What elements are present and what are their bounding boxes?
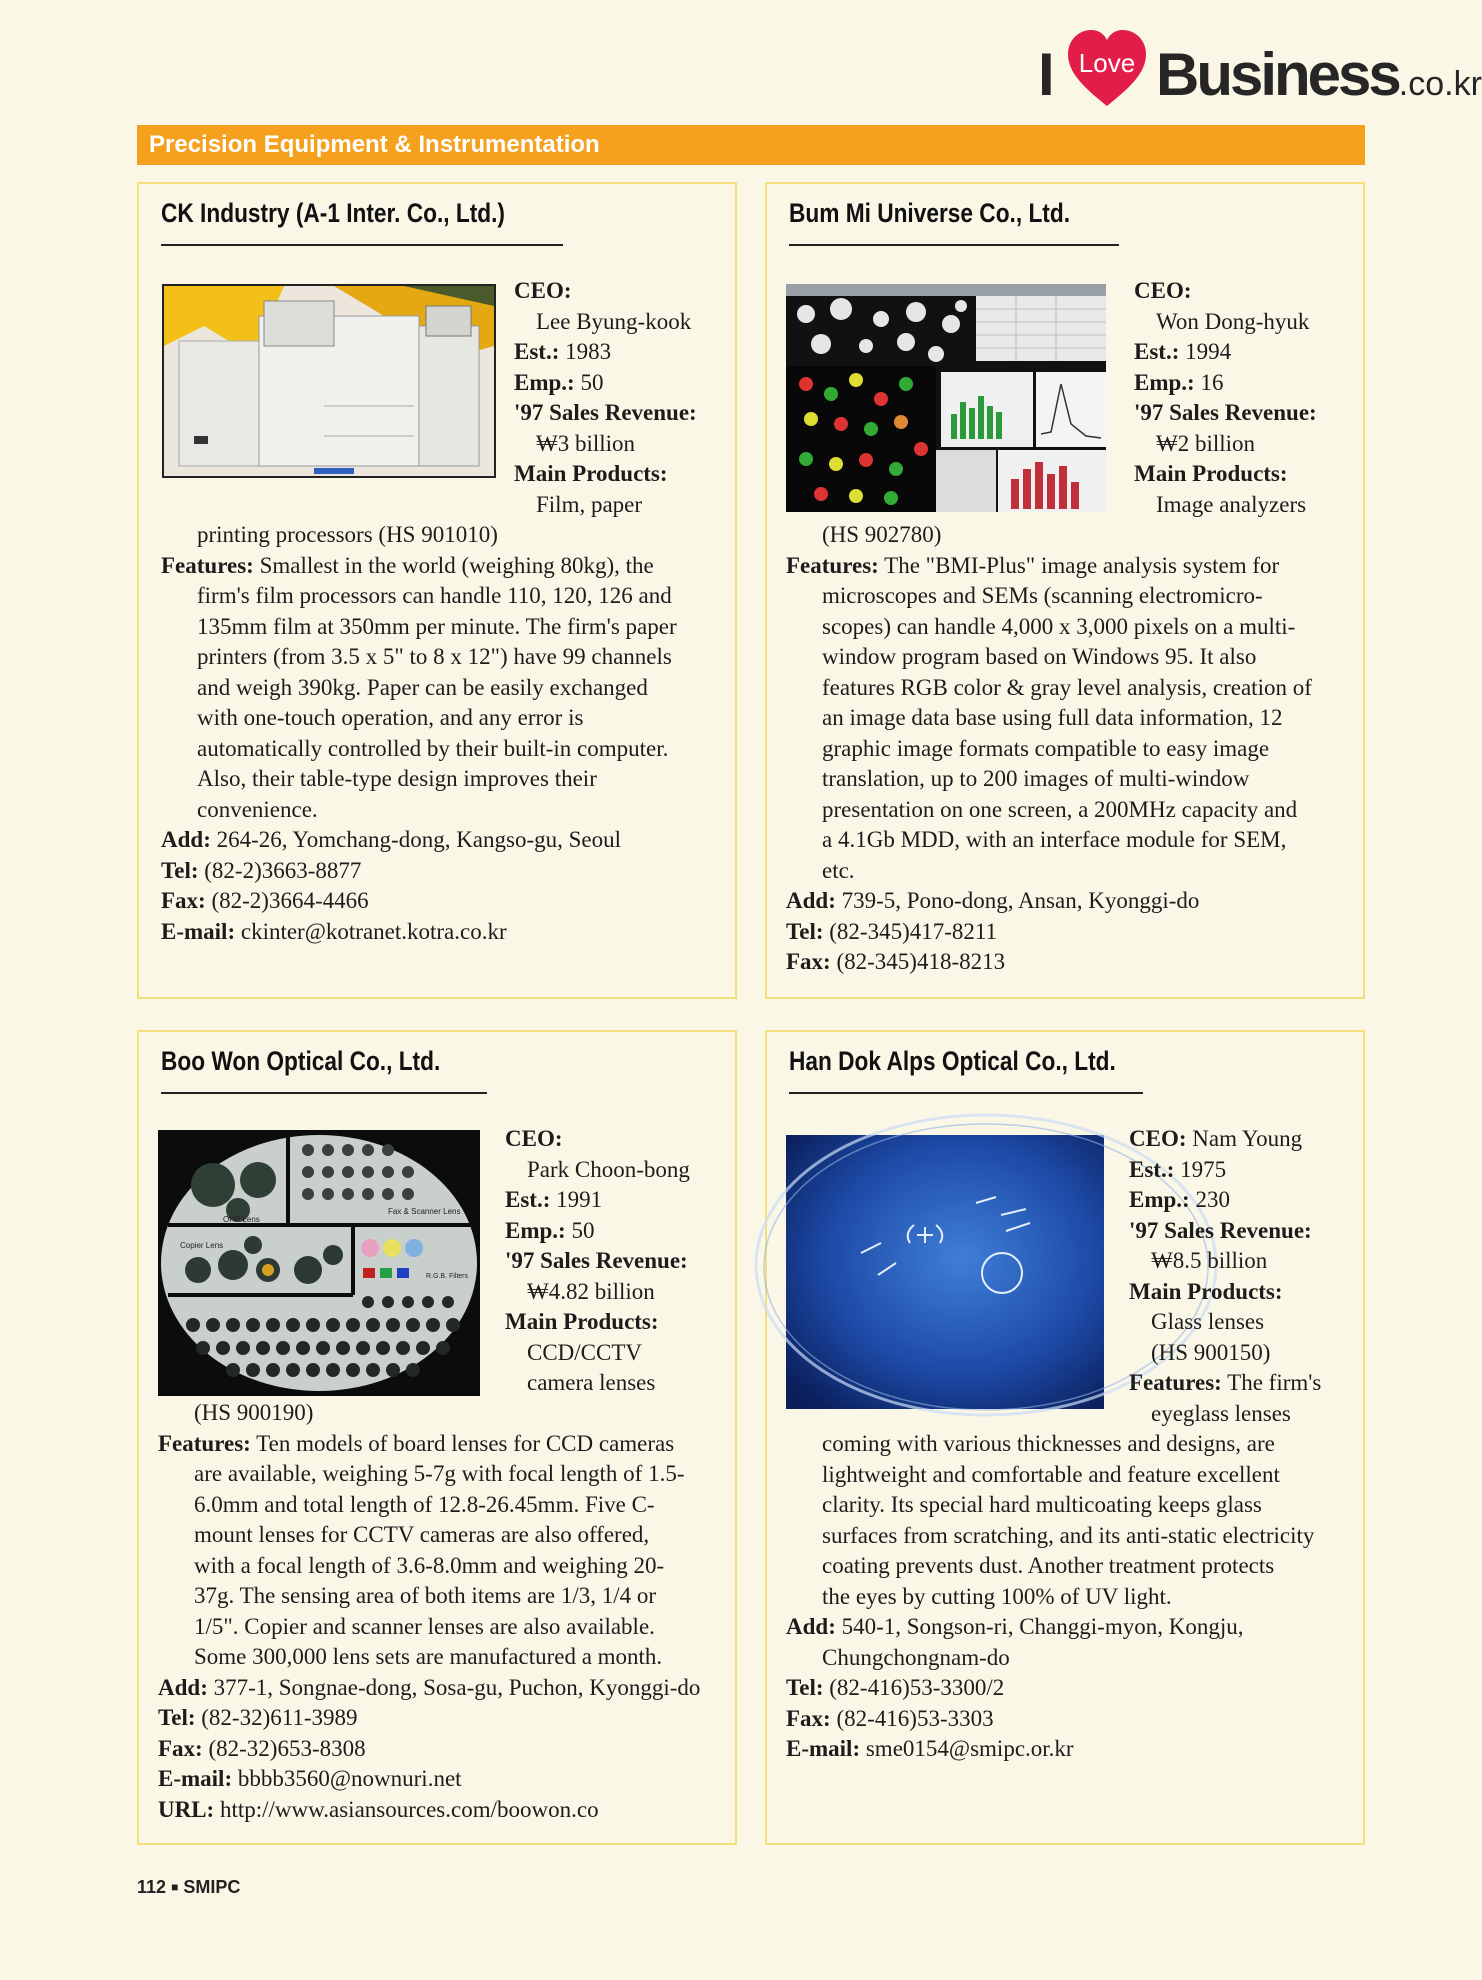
features-line: Some 300,000 lens sets are manufactured a month. xyxy=(194,1644,663,1669)
emp-label: Emp.: xyxy=(1134,369,1195,395)
company-name: Han Dok Alps Optical Co., Ltd. xyxy=(789,1046,1116,1076)
company-name: Boo Won Optical Co., Ltd. xyxy=(161,1046,441,1076)
features-line: and weigh 390kg. Paper can be easily exchanged xyxy=(197,674,648,700)
features-text: The firm's xyxy=(1227,1370,1322,1395)
est-value: 1983 xyxy=(565,339,612,364)
tel-value: (82-416)53-3300/2 xyxy=(829,1675,1005,1700)
site-logo xyxy=(1038,26,1482,116)
fax-value: (82-345)418-8213 xyxy=(836,949,1006,974)
tel-value: (82-2)3663-8877 xyxy=(204,857,362,883)
add-value-cont: Chungchongnam-do xyxy=(822,1644,1010,1670)
features-line: microscopes and SEMs (scanning electromicro- xyxy=(822,583,1263,608)
sales-value: ₩2 billion xyxy=(1156,430,1256,456)
est-label: Est.: xyxy=(505,1187,551,1212)
emp-value: 50 xyxy=(571,1217,595,1243)
features-line: scopes) can handle 4,000 x 3,000 pixels on a multi- xyxy=(822,613,1296,639)
products-value: CCD/CCTV xyxy=(527,1339,643,1365)
features-label: Features: xyxy=(158,1430,251,1456)
tel-label: Tel: xyxy=(786,1675,824,1700)
features-line: presentation on one screen, a 200MHz capacity and xyxy=(822,796,1298,822)
products-value: camera lenses xyxy=(527,1370,656,1395)
tel-label: Tel: xyxy=(158,1705,196,1730)
products-value-cont: (HS 902780) xyxy=(822,522,942,547)
company-info xyxy=(1134,276,1317,520)
ceo-value: Park Choon-bong xyxy=(527,1156,690,1182)
fax-label: Fax: xyxy=(786,1705,831,1731)
company-info xyxy=(505,1124,690,1399)
features-line: coating prevents dust. Another treatment protects xyxy=(822,1553,1275,1578)
products-label: Main Products: xyxy=(505,1309,659,1334)
page-footer xyxy=(137,1877,240,1898)
features-text: Ten models of board lenses for CCD cameras xyxy=(256,1430,675,1456)
section-title: Precision Equipment & Instrumentation xyxy=(149,131,600,158)
fax-value: (82-32)653-8308 xyxy=(208,1735,366,1761)
est-value: 1991 xyxy=(556,1187,603,1212)
company-name: Bum Mi Universe Co., Ltd. xyxy=(789,198,1071,228)
title-underline xyxy=(789,244,1119,246)
section-header xyxy=(137,125,1365,165)
title-underline xyxy=(789,1092,1143,1094)
products-value-cont: (HS 900190) xyxy=(194,1400,314,1425)
heart-icon xyxy=(1064,26,1150,110)
tel-value: (82-32)611-3989 xyxy=(201,1705,358,1730)
features-line: window program based on Windows 95. It also xyxy=(822,644,1257,669)
email-label: E-mail: xyxy=(786,1736,861,1761)
emp-value: 230 xyxy=(1195,1187,1230,1212)
features-text: Smallest in the world (weighing 80kg), the xyxy=(259,552,654,578)
add-value: 264-26, Yomchang-dong, Kangso-gu, Seoul xyxy=(216,827,622,852)
products-value: Image analyzers xyxy=(1156,491,1307,517)
features-label: Features: xyxy=(161,552,254,578)
product-photo-film-processor xyxy=(162,284,496,478)
email-label: E-mail: xyxy=(158,1766,233,1791)
emp-label: Emp.: xyxy=(514,369,575,395)
fax-label: Fax: xyxy=(158,1735,203,1761)
ceo-label: CEO: xyxy=(1129,1126,1187,1151)
emp-label: Emp.: xyxy=(505,1217,566,1243)
features-line: mount lenses for CCTV cameras are also offered, xyxy=(194,1522,650,1547)
features-line: an image data base using full data information, 12 xyxy=(822,705,1283,730)
sales-label: '97 Sales Revenue: xyxy=(514,400,697,425)
est-label: Est.: xyxy=(1134,339,1180,364)
features-line: 135mm film at 350mm per minute. The firm's paper xyxy=(197,613,677,639)
features-line: surfaces from scratching, and its anti-static electricity xyxy=(822,1522,1315,1548)
ceo-label: CEO: xyxy=(505,1126,563,1151)
products-value: (HS 900150) xyxy=(1151,1339,1271,1365)
products-label: Main Products: xyxy=(1129,1278,1283,1304)
features-text-cont: eyeglass lenses xyxy=(1151,1400,1291,1426)
products-value: Glass lenses xyxy=(1151,1309,1265,1334)
features-line: automatically controlled by their built-in computer. xyxy=(197,735,669,761)
sales-label: '97 Sales Revenue: xyxy=(1134,400,1317,425)
features-line: clarity. Its special hard multicoating keeps glass xyxy=(822,1492,1262,1517)
fax-value: (82-2)3664-4466 xyxy=(211,888,369,913)
title-underline xyxy=(161,244,563,246)
features-line: with one-touch operation, and any error is xyxy=(197,705,584,730)
features-line: features RGB color & gray level analysis, creation of xyxy=(822,674,1312,700)
company-body xyxy=(786,1429,1314,1765)
features-line: Also, their table-type design improves their xyxy=(197,766,597,791)
publication-name: SMIPC xyxy=(183,1877,241,1897)
features-line: a 4.1Gb MDD, with an interface module for SEM, xyxy=(822,827,1287,852)
features-line: firm's film processors can handle 110, 120, 126 and xyxy=(197,583,672,608)
features-line: 6.0mm and total length of 12.8-26.45mm. Five C- xyxy=(194,1491,655,1517)
est-label: Est.: xyxy=(514,339,560,364)
tel-label: Tel: xyxy=(161,857,199,883)
email-link[interactable]: sme0154@smipc.or.kr xyxy=(865,1736,1074,1761)
company-card-boo-won-optical xyxy=(137,1030,737,1845)
features-line: convenience. xyxy=(197,796,318,822)
company-body xyxy=(158,1398,700,1825)
logo-domain: .co.kr xyxy=(1398,65,1482,103)
company-card-ck-industry xyxy=(137,182,737,999)
emp-value: 50 xyxy=(580,369,604,395)
features-line: lightweight and comfortable and feature excellent xyxy=(822,1461,1280,1487)
company-body xyxy=(161,520,677,947)
footer-separator-icon: ■ xyxy=(171,1880,179,1894)
product-photo-lens-display xyxy=(158,1130,480,1396)
products-label: Main Products: xyxy=(514,461,668,486)
title-underline xyxy=(161,1092,487,1094)
fax-label: Fax: xyxy=(786,949,831,974)
emp-value: 16 xyxy=(1200,369,1224,395)
add-value: 377-1, Songnae-dong, Sosa-gu, Puchon, Kyonggi-do xyxy=(213,1674,701,1700)
features-line: coming with various thicknesses and designs, are xyxy=(822,1431,1275,1456)
features-text: The "BMI-Plus" image analysis system for xyxy=(884,552,1280,578)
est-label: Est.: xyxy=(1129,1156,1175,1182)
company-body xyxy=(786,520,1312,978)
logo-love: Love xyxy=(1078,48,1136,78)
features-line: the eyes by cutting 100% of UV light. xyxy=(822,1583,1172,1609)
label-rgb-filters: R.G.B. Filters xyxy=(426,1273,469,1280)
features-line: translation, up to 200 images of multi-window xyxy=(822,766,1250,791)
sales-value: ₩4.82 billion xyxy=(527,1278,655,1304)
products-label: Main Products: xyxy=(1134,461,1288,486)
label-copier-lens: Copier Lens xyxy=(180,1241,224,1250)
features-label: Features: xyxy=(786,552,879,578)
products-value-cont: printing processors (HS 901010) xyxy=(197,522,498,547)
tel-label: Tel: xyxy=(786,918,824,944)
product-photo-image-analyzer xyxy=(786,284,1106,512)
emp-label: Emp.: xyxy=(1129,1187,1190,1212)
url-link[interactable]: http://www.asiansources.com/boowon.co xyxy=(219,1796,599,1822)
label-ohp-lens: OHP Lens xyxy=(223,1215,260,1224)
add-value: 540-1, Songson-ri, Changgi-myon, Kongju, xyxy=(841,1614,1244,1639)
sales-label: '97 Sales Revenue: xyxy=(1129,1217,1312,1243)
features-line: graphic image formats compatible to easy image xyxy=(822,735,1270,761)
features-line: 1/5". Copier and scanner lenses are also available. xyxy=(194,1613,655,1639)
url-label: URL: xyxy=(158,1796,215,1822)
add-value: 739-5, Pono-dong, Ansan, Kyonggi-do xyxy=(841,888,1200,913)
ceo-value: Lee Byung-kook xyxy=(536,308,692,334)
fax-value: (82-416)53-3303 xyxy=(836,1705,994,1731)
fax-label: Fax: xyxy=(161,888,206,913)
features-line: are available, weighing 5-7g with focal length of 1.5- xyxy=(194,1461,685,1486)
company-card-han-dok-alps-optical xyxy=(765,1030,1365,1845)
company-info xyxy=(1129,1124,1321,1429)
sales-label: '97 Sales Revenue: xyxy=(505,1248,688,1273)
logo-i: I xyxy=(1038,41,1055,108)
sales-value: ₩3 billion xyxy=(536,430,636,456)
features-line: etc. xyxy=(822,857,855,883)
est-value: 1975 xyxy=(1180,1156,1227,1182)
est-value: 1994 xyxy=(1185,339,1232,364)
email-link[interactable]: bbbb3560@nownuri.net xyxy=(237,1766,462,1791)
email-link[interactable]: ckinter@kotranet.kotra.co.kr xyxy=(240,918,507,944)
company-name: CK Industry (A-1 Inter. Co., Ltd.) xyxy=(161,198,505,228)
add-label: Add: xyxy=(786,1614,836,1639)
ceo-label: CEO: xyxy=(1134,278,1192,303)
add-label: Add: xyxy=(786,888,836,913)
add-label: Add: xyxy=(158,1674,208,1700)
page-number: 112 xyxy=(137,1877,167,1897)
company-card-bum-mi-universe xyxy=(765,182,1365,999)
product-photo-glass-lens xyxy=(786,1135,1104,1409)
tel-value: (82-345)417-8211 xyxy=(829,918,998,944)
email-label: E-mail: xyxy=(161,918,236,944)
company-info xyxy=(514,276,697,520)
features-line: 37g. The sensing area of both items are 1/3, 1/4 or xyxy=(194,1583,657,1608)
products-value: Film, paper xyxy=(536,491,643,517)
ceo-label: CEO: xyxy=(514,278,572,303)
features-line: printers (from 3.5 x 5" to 8 x 12") have 99 channels xyxy=(197,644,672,669)
label-fax-scanner-lens: Fax & Scanner Lens xyxy=(388,1207,461,1216)
add-label: Add: xyxy=(161,827,211,852)
features-line: with a focal length of 3.6-8.0mm and weighing 20- xyxy=(194,1552,665,1578)
features-label: Features: xyxy=(1129,1370,1222,1395)
ceo-value: Nam Young xyxy=(1192,1126,1303,1151)
sales-value: ₩8.5 billion xyxy=(1151,1248,1268,1273)
ceo-value: Won Dong-hyuk xyxy=(1156,308,1310,334)
logo-business: Business.co.kr xyxy=(1156,41,1482,108)
